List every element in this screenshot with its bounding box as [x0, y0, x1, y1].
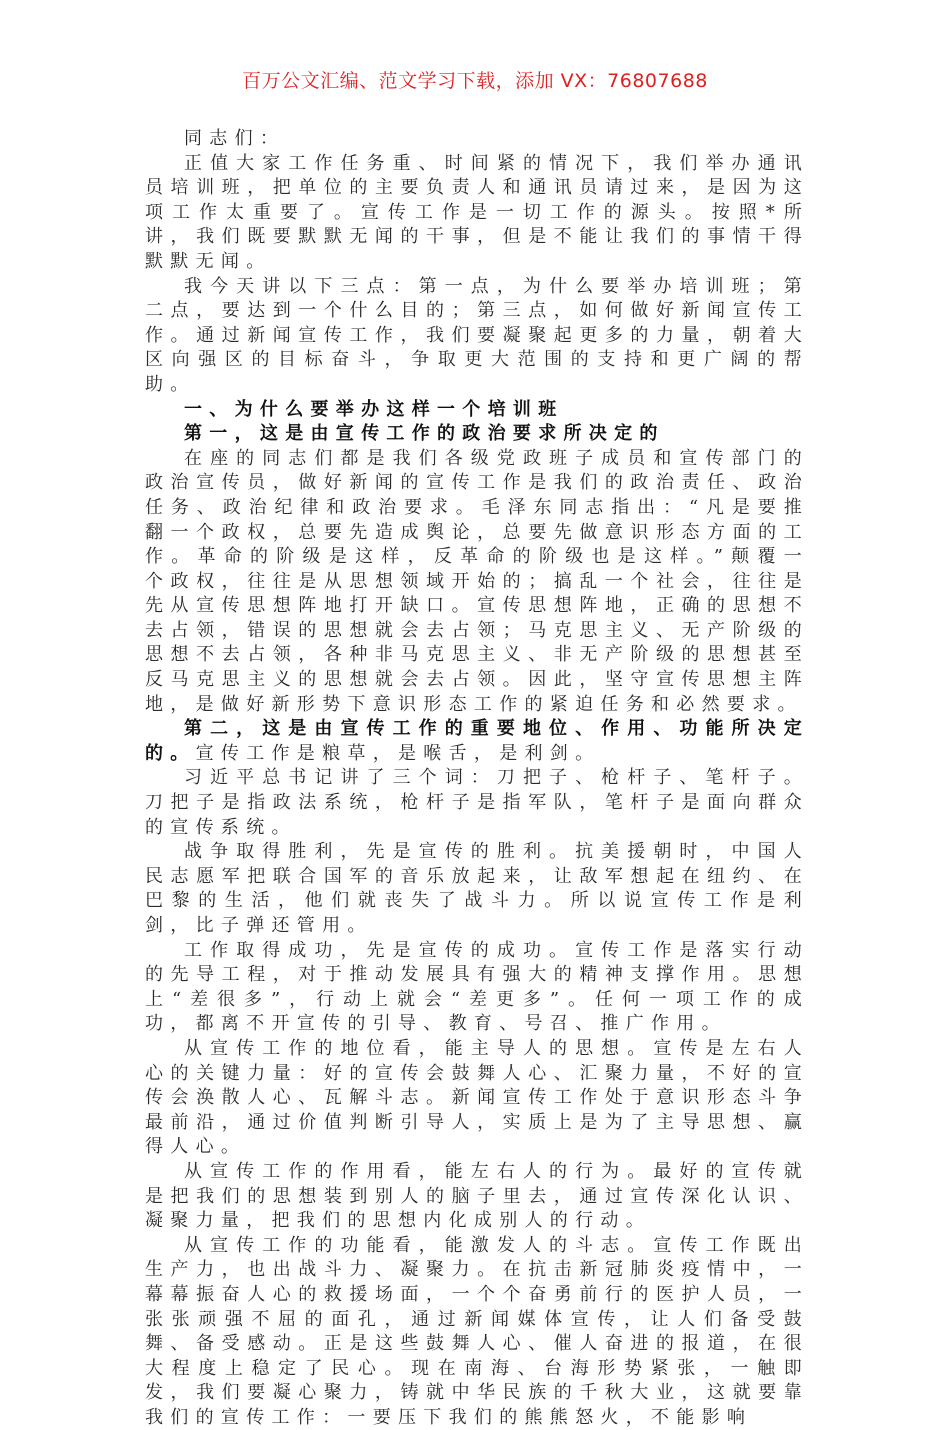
intro-paragraph-2: 我今天讲以下三点：第一点，为什么要举办培训班；第二点，要达到一个什么目的；第三点，如何做好新闻宣传工作。通过新闻宣传工作，我们要凝聚起更多的力量，朝着大区向强区的目标奋斗，争取更大范围的支持和更广阔的帮助。: [145, 275, 809, 395]
body-paragraph: 从宣传工作的地位看，能主导人的思想。宣传是左右人心的关键力量：好的宣传会鼓舞人心、汇聚力量，不好的宣传会涣散人心、瓦解斗志。新闻宣传工作处于意识形态斗争最前沿，通过价值判断引导人，实质上是为了主导思想、赢得人心。: [145, 1037, 809, 1158]
salutation: 同志们：: [184, 128, 286, 149]
watermark-banner: 百万公文汇编、范文学习下载，添加 VX：76807688: [242, 70, 708, 92]
body-paragraph: 从宣传工作的作用看，能左右人的行为。最好的宣传就是把我们的思想装到别人的脑子里去，通过宣传深化认识、凝聚力量，把我们的思想内化成别人的行动。: [145, 1160, 809, 1232]
body-paragraph: 战争取得胜利，先是宣传的胜利。抗美援朝时，中国人民志愿军把联合国军的音乐放起来，让敌军想起在纽约、在巴黎的生活，他们就丧失了战斗力。所以说宣传工作是利剑，比子弹还管用。: [145, 841, 809, 936]
point2-paragraph: [145, 717, 809, 766]
body-paragraph: 习近平总书记讲了三个词：刀把子、枪杆子、笔杆子。刀把子是指政法系统，枪杆子是指军队，笔杆子是面向群众的宣传系统。: [145, 767, 809, 838]
point-heading-1: 第一，这是由宣传工作的政治要求所决定的: [184, 423, 665, 445]
document-body: [145, 127, 809, 1430]
point2-tail: 宣传工作是粮草，是喉舌，是利剑。: [195, 742, 601, 764]
section-heading-1: 一、为什么要举办这样一个培训班: [184, 398, 564, 420]
body-paragraph: 从宣传工作的功能看，能激发人的斗志。宣传工作既出生产力，也出战斗力、凝聚力。在抗击新冠肺炎疫情中，一幕幕振奋人心的救援场面，一个个奋勇前行的医护人员，一张张顽强不屈的面孔，通过新闻媒体宣传，让人们备受鼓舞、备受感动。正是这些鼓舞人心、催人奋进的报道，在很大程度上稳定了民心。现在南海、台海形势紧张，一触即发，我们要凝心聚力，铸就中华民族的千秋大业，这就要靠我们的宣传工作：一要压下我们的熊熊怒火，不能影响: [145, 1234, 809, 1428]
body-paragraph: 工作取得成功，先是宣传的成功。宣传工作是落实行动的先导工程，对于推动发展具有强大的精神支撑作用。思想上“差很多”，行动上就会“差更多”。任何一项工作的成功，都离不开宣传的引导、教育、号召、推广作用。: [145, 939, 809, 1035]
intro-paragraph-1: 正值大家工作任务重、时间紧的情况下，我们举办通讯员培训班，把单位的主要负责人和通讯员请过来，是因为这项工作太重要了。宣传工作是一切工作的源头。按照*所讲，我们既要默默无闻的干事，但是不能让我们的事情干得默默无闻。: [145, 152, 809, 272]
point1-paragraph: 在座的同志们都是我们各级党政班子成员和宣传部门的政治宣传员，做好新闻的宣传工作是我们的政治责任、政治任务、政治纪律和政治要求。毛泽东同志指出：“凡是要推翻一个政权，总要先造成舆论，总要先做意识形态方面的工作。革命的阶级是这样，反革命的阶级也是这样。”颠覆一个政权，往往是从思想领域开始的；搞乱一个社会，往往是先从宣传思想阵地打开缺口。宣传思想阵地，正确的思想不去占领，错误的思想就会去占领；马克思主义、无产阶级的思想不去占领，各种非马克思主义、非无产阶级的思想甚至反马克思主义的思想就会去占领。因此，坚守宣传思想主阵地，是做好新形势下意识形态工作的紧迫任务和必然要求。: [145, 447, 809, 715]
point-heading-2: 第二，这是由宣传工作的重要地位、作用、功能所决定的。: [145, 718, 809, 764]
